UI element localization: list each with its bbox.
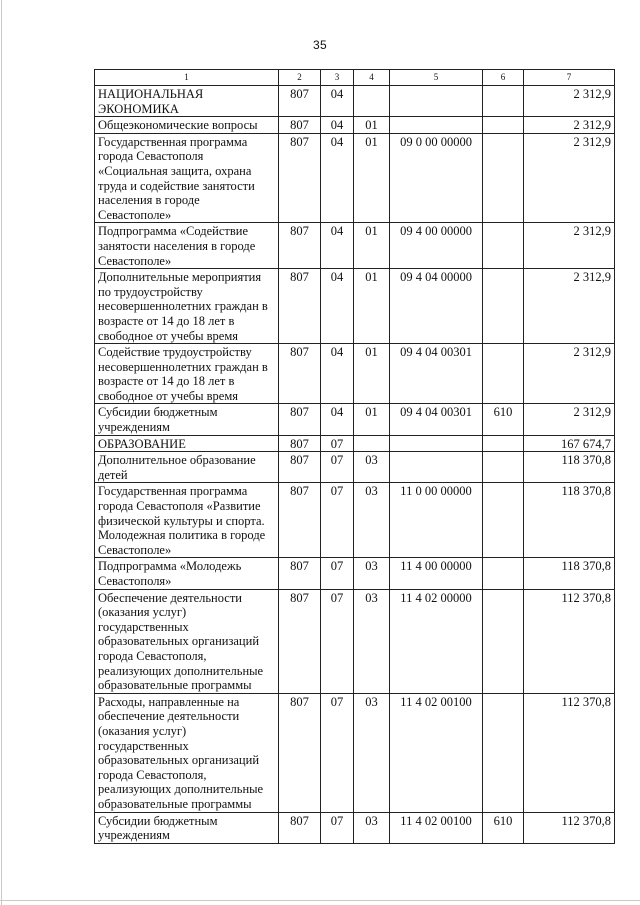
row-target-article-cell: 09 0 00 00000 xyxy=(390,133,483,223)
row-expense-type-cell xyxy=(483,452,524,483)
row-amount-cell: 118 370,8 xyxy=(524,483,615,558)
row-grbs-cell: 807 xyxy=(279,435,321,452)
header-cell-section: 3 xyxy=(321,70,354,86)
row-target-article-cell xyxy=(390,452,483,483)
row-subsection-cell: 03 xyxy=(354,589,390,693)
row-grbs-cell: 807 xyxy=(279,452,321,483)
row-amount-cell: 112 370,8 xyxy=(524,589,615,693)
row-expense-type-cell xyxy=(483,435,524,452)
row-section-cell: 04 xyxy=(321,223,354,269)
row-name-cell: Субсидии бюджетным учреждениям xyxy=(95,404,279,435)
table-row xyxy=(95,117,615,134)
row-amount-cell: 2 312,9 xyxy=(524,86,615,117)
row-name-cell: Дополнительные мероприятия по трудоустройству несовершеннолетних граждан в возрасте от 14 до 18 лет в свободное от учебы время xyxy=(95,269,279,344)
row-target-article-cell: 09 4 04 00000 xyxy=(390,269,483,344)
row-subsection-cell: 01 xyxy=(354,344,390,404)
row-subsection-cell: 01 xyxy=(354,117,390,134)
row-section-cell: 07 xyxy=(321,812,354,843)
row-name-cell: ОБРАЗОВАНИЕ xyxy=(95,435,279,452)
row-grbs-cell: 807 xyxy=(279,558,321,589)
row-name-cell: Общеэкономические вопросы xyxy=(95,117,279,134)
header-cell-expense-type: 6 xyxy=(483,70,524,86)
scan-edge-left xyxy=(1,0,2,905)
row-section-cell: 04 xyxy=(321,117,354,134)
row-grbs-cell: 807 xyxy=(279,269,321,344)
row-expense-type-cell xyxy=(483,86,524,117)
row-amount-cell: 2 312,9 xyxy=(524,344,615,404)
row-subsection-cell: 03 xyxy=(354,558,390,589)
table-row xyxy=(95,344,615,404)
row-subsection-cell: 01 xyxy=(354,133,390,223)
table-row xyxy=(95,812,615,843)
row-target-article-cell: 09 4 00 00000 xyxy=(390,223,483,269)
row-grbs-cell: 807 xyxy=(279,483,321,558)
row-target-article-cell xyxy=(390,117,483,134)
row-expense-type-cell xyxy=(483,589,524,693)
row-target-article-cell: 11 4 02 00000 xyxy=(390,589,483,693)
row-target-article-cell: 11 0 00 00000 xyxy=(390,483,483,558)
row-amount-cell: 118 370,8 xyxy=(524,452,615,483)
row-expense-type-cell: 610 xyxy=(483,404,524,435)
row-expense-type-cell xyxy=(483,344,524,404)
row-grbs-cell: 807 xyxy=(279,117,321,134)
row-section-cell: 04 xyxy=(321,344,354,404)
row-section-cell: 07 xyxy=(321,589,354,693)
row-grbs-cell: 807 xyxy=(279,404,321,435)
row-subsection-cell xyxy=(354,86,390,117)
row-target-article-cell: 11 4 02 00100 xyxy=(390,693,483,812)
row-section-cell: 07 xyxy=(321,452,354,483)
row-grbs-cell: 807 xyxy=(279,86,321,117)
header-cell-target-article: 5 xyxy=(390,70,483,86)
row-grbs-cell: 807 xyxy=(279,589,321,693)
row-section-cell: 04 xyxy=(321,269,354,344)
row-amount-cell: 118 370,8 xyxy=(524,558,615,589)
header-cell-name: 1 xyxy=(95,70,279,86)
row-expense-type-cell xyxy=(483,693,524,812)
table-row xyxy=(95,435,615,452)
row-expense-type-cell xyxy=(483,223,524,269)
row-name-cell: Государственная программа города Севастополя «Развитие физической культуры и спорта. Молодежная политика в городе Севастополе» xyxy=(95,483,279,558)
row-section-cell: 04 xyxy=(321,86,354,117)
row-subsection-cell: 01 xyxy=(354,404,390,435)
row-expense-type-cell xyxy=(483,269,524,344)
row-name-cell: НАЦИОНАЛЬНАЯ ЭКОНОМИКА xyxy=(95,86,279,117)
page-number: 35 xyxy=(313,38,327,52)
row-grbs-cell: 807 xyxy=(279,812,321,843)
header-cell-grbs: 2 xyxy=(279,70,321,86)
table-row xyxy=(95,589,615,693)
table-row xyxy=(95,483,615,558)
row-name-cell: Субсидии бюджетным учреждениям xyxy=(95,812,279,843)
row-target-article-cell: 09 4 04 00301 xyxy=(390,344,483,404)
table-row xyxy=(95,404,615,435)
row-amount-cell: 167 674,7 xyxy=(524,435,615,452)
row-grbs-cell: 807 xyxy=(279,133,321,223)
row-subsection-cell: 01 xyxy=(354,269,390,344)
row-section-cell: 04 xyxy=(321,133,354,223)
row-name-cell: Расходы, направленные на обеспечение деятельности (оказания услуг) государственных образовательных организаций города Севастополя, реализующих дополнительные образовательные программы xyxy=(95,693,279,812)
row-grbs-cell: 807 xyxy=(279,693,321,812)
row-subsection-cell: 03 xyxy=(354,483,390,558)
row-name-cell: Подпрограмма «Молодежь Севастополя» xyxy=(95,558,279,589)
row-grbs-cell: 807 xyxy=(279,223,321,269)
row-name-cell: Государственная программа города Севастополя «Социальная защита, охрана труда и содействие занятости населения в городе Севастополе» xyxy=(95,133,279,223)
row-amount-cell: 2 312,9 xyxy=(524,404,615,435)
row-expense-type-cell xyxy=(483,558,524,589)
header-cell-subsection: 4 xyxy=(354,70,390,86)
row-expense-type-cell xyxy=(483,117,524,134)
row-amount-cell: 2 312,9 xyxy=(524,269,615,344)
row-name-cell: Подпрограмма «Содействие занятости населения в городе Севастополе» xyxy=(95,223,279,269)
row-name-cell: Содействие трудоустройству несовершеннолетних граждан в возрасте от 14 до 18 лет в свободное от учебы время xyxy=(95,344,279,404)
table-row xyxy=(95,693,615,812)
row-subsection-cell xyxy=(354,435,390,452)
row-section-cell: 07 xyxy=(321,558,354,589)
row-amount-cell: 112 370,8 xyxy=(524,812,615,843)
row-amount-cell: 2 312,9 xyxy=(524,117,615,134)
row-name-cell: Дополнительное образование детей xyxy=(95,452,279,483)
row-subsection-cell: 03 xyxy=(354,693,390,812)
table-row xyxy=(95,86,615,117)
header-cell-amount: 7 xyxy=(524,70,615,86)
table-row xyxy=(95,269,615,344)
budget-table xyxy=(94,69,615,844)
row-target-article-cell: 11 4 02 00100 xyxy=(390,812,483,843)
row-name-cell: Обеспечение деятельности (оказания услуг) государственных образовательных организаций города Севастополя, реализующих дополнительные образовательные программы xyxy=(95,589,279,693)
table-body xyxy=(95,86,615,844)
table-row xyxy=(95,133,615,223)
row-amount-cell: 112 370,8 xyxy=(524,693,615,812)
row-subsection-cell: 03 xyxy=(354,812,390,843)
row-target-article-cell xyxy=(390,435,483,452)
row-target-article-cell xyxy=(390,86,483,117)
table-row xyxy=(95,223,615,269)
row-grbs-cell: 807 xyxy=(279,344,321,404)
row-expense-type-cell xyxy=(483,483,524,558)
row-subsection-cell: 03 xyxy=(354,452,390,483)
scan-edge-bottom xyxy=(0,900,640,901)
row-target-article-cell: 11 4 00 00000 xyxy=(390,558,483,589)
row-amount-cell: 2 312,9 xyxy=(524,223,615,269)
row-section-cell: 07 xyxy=(321,693,354,812)
row-section-cell: 07 xyxy=(321,435,354,452)
table-row xyxy=(95,452,615,483)
row-section-cell: 07 xyxy=(321,483,354,558)
table-row xyxy=(95,558,615,589)
row-expense-type-cell: 610 xyxy=(483,812,524,843)
row-subsection-cell: 01 xyxy=(354,223,390,269)
table-header-row xyxy=(95,70,615,86)
row-target-article-cell: 09 4 04 00301 xyxy=(390,404,483,435)
row-expense-type-cell xyxy=(483,133,524,223)
row-amount-cell: 2 312,9 xyxy=(524,133,615,223)
row-section-cell: 04 xyxy=(321,404,354,435)
